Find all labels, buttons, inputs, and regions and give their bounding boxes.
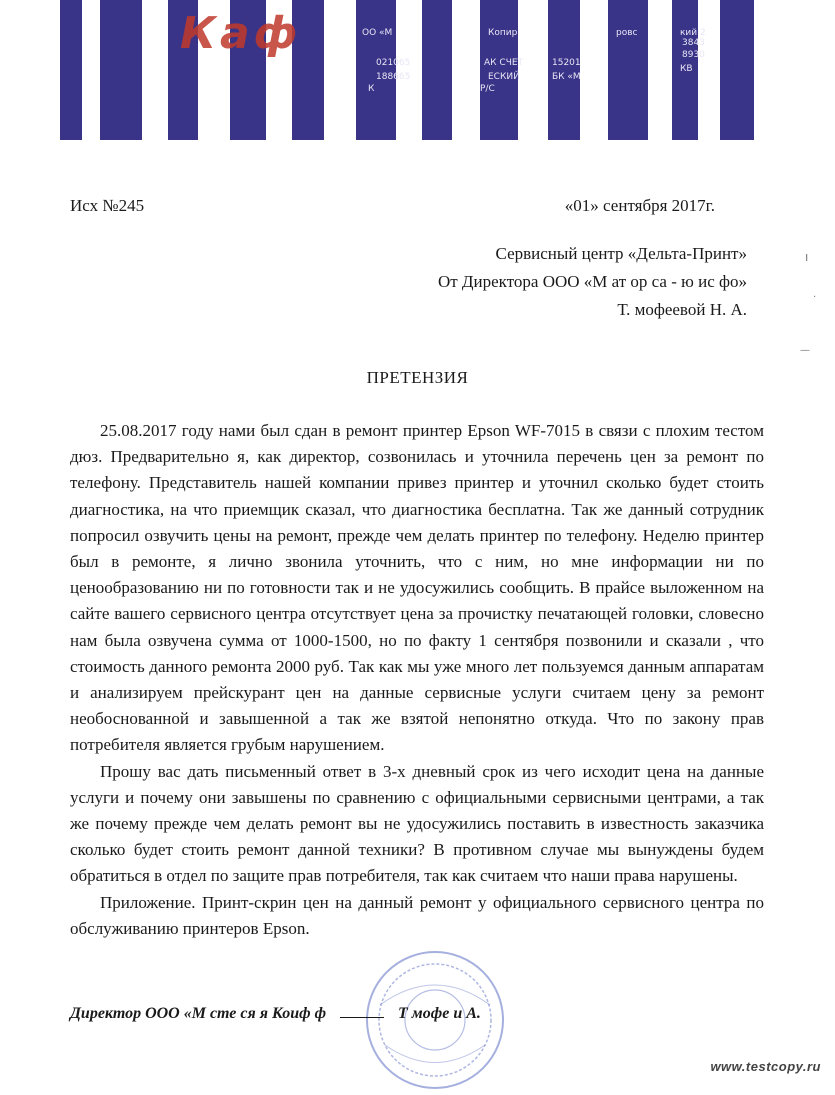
signatory-position: Директор ООО «М сте ся я Коиф ф bbox=[70, 1005, 327, 1022]
letterhead-requisite: 8930 bbox=[682, 50, 705, 60]
paragraph: Прошу вас дать письменный ответ в 3-х дневный срок из чего исходит цена на данные услуги и почему они завышены по сравнению с официальными сервисными центрами, а так же почему прежде чем делать ремонт вы не удосужились поставить в известность заказчика сколько будет стоить ремонт данной техники? В противном случае мы вынуждены будем обратиться в отдел по защите прав потребителя, так как считаем что наши права нарушены. bbox=[70, 761, 764, 886]
paragraph: Приложение. Принт-скрин цен на данный ремонт у официального сервисного центра по обслуживанию принтеров Epson. bbox=[70, 892, 764, 938]
signature-line bbox=[70, 1005, 770, 1023]
letterhead-requisite: АК СЧЕТ bbox=[484, 58, 524, 68]
watermark: www.testcopy.ru bbox=[710, 1059, 821, 1074]
letterhead-requisite: ЕСКИЙ bbox=[488, 72, 520, 82]
letterhead-requisite: ОО «М bbox=[362, 28, 393, 38]
letterhead-requisite: К bbox=[368, 84, 375, 94]
letterhead bbox=[60, 0, 760, 140]
letterhead-requisite: Р/С bbox=[480, 84, 495, 94]
signatory-name: Т мофе и А. bbox=[398, 1005, 481, 1022]
letterhead-requisite: ровс bbox=[616, 28, 638, 38]
letterhead-requisite: 15201 bbox=[552, 58, 581, 68]
signature-blank bbox=[340, 1017, 384, 1018]
company-logo: Каф bbox=[180, 8, 302, 59]
letterhead-requisite: 3843 bbox=[682, 38, 705, 48]
sender-name: Т. мофеевой Н. А. bbox=[617, 300, 747, 319]
paragraph: 25.08.2017 году нами был сдан в ремонт принтер Epson WF-7015 в связи с плохим тестом дюз. Предварительно я, как директор, созвонилась и уточнила перечень цен за ремонт по телефону. Представитель нашей компании привез принтер и уточнил сколько будет стоить диагностика, на что приемщик сказал, что диагностика бесплатна. Так же данный сотрудник попросил озвучить цены на ремонт, прежде чем делать принтер по телефону. Неделю принтер был в ремонте, я лично звонила уточнить, что с ним, но мне информации ни по ценообразованию ни по готовности так и не удосужились сообщить. В прайсе выложенном на сайте вашего сервисного центра отсутствует цена за прочистку печатающей головки, словесно нам была озвучена сумма от 1000-1500, но по факту 1 сентября позвонили и сказали , что стоимость данного ремонта 2000 руб. Так как мы уже много лет пользуемся данным аппаратам и анализируем прейскурант цен на данные сервисные услуги считаем цену за ремонт необоснованной и завышенной а так же взятой непонятно откуда. Что по закону прав потребителя является грубым нарушением. bbox=[70, 421, 764, 755]
letterhead-requisite: кий 2 bbox=[680, 28, 706, 38]
letterhead-requisite: Копир bbox=[488, 28, 518, 38]
letterhead-requisite: КВ bbox=[680, 64, 693, 74]
outgoing-number: Исх №245 bbox=[70, 196, 145, 215]
scan-mark: ı bbox=[805, 250, 809, 264]
letterhead-requisite: 188665 bbox=[376, 72, 411, 82]
sender-line: От Директора ООО «М ат ор са - ю ис фо» bbox=[437, 272, 747, 291]
scan-mark: · bbox=[813, 292, 817, 303]
document-title: ПРЕТЕНЗИЯ bbox=[366, 368, 469, 387]
scan-mark: — bbox=[800, 345, 810, 356]
addressee-block bbox=[438, 240, 747, 324]
letter-date: «01» сентября 2017г. bbox=[564, 196, 715, 215]
letterhead-requisite: 021065 bbox=[376, 58, 411, 68]
letterhead-requisite: БК «М bbox=[552, 72, 581, 82]
recipient: Сервисный центр «Дельта-Принт» bbox=[495, 244, 747, 263]
letter-body bbox=[70, 418, 764, 942]
